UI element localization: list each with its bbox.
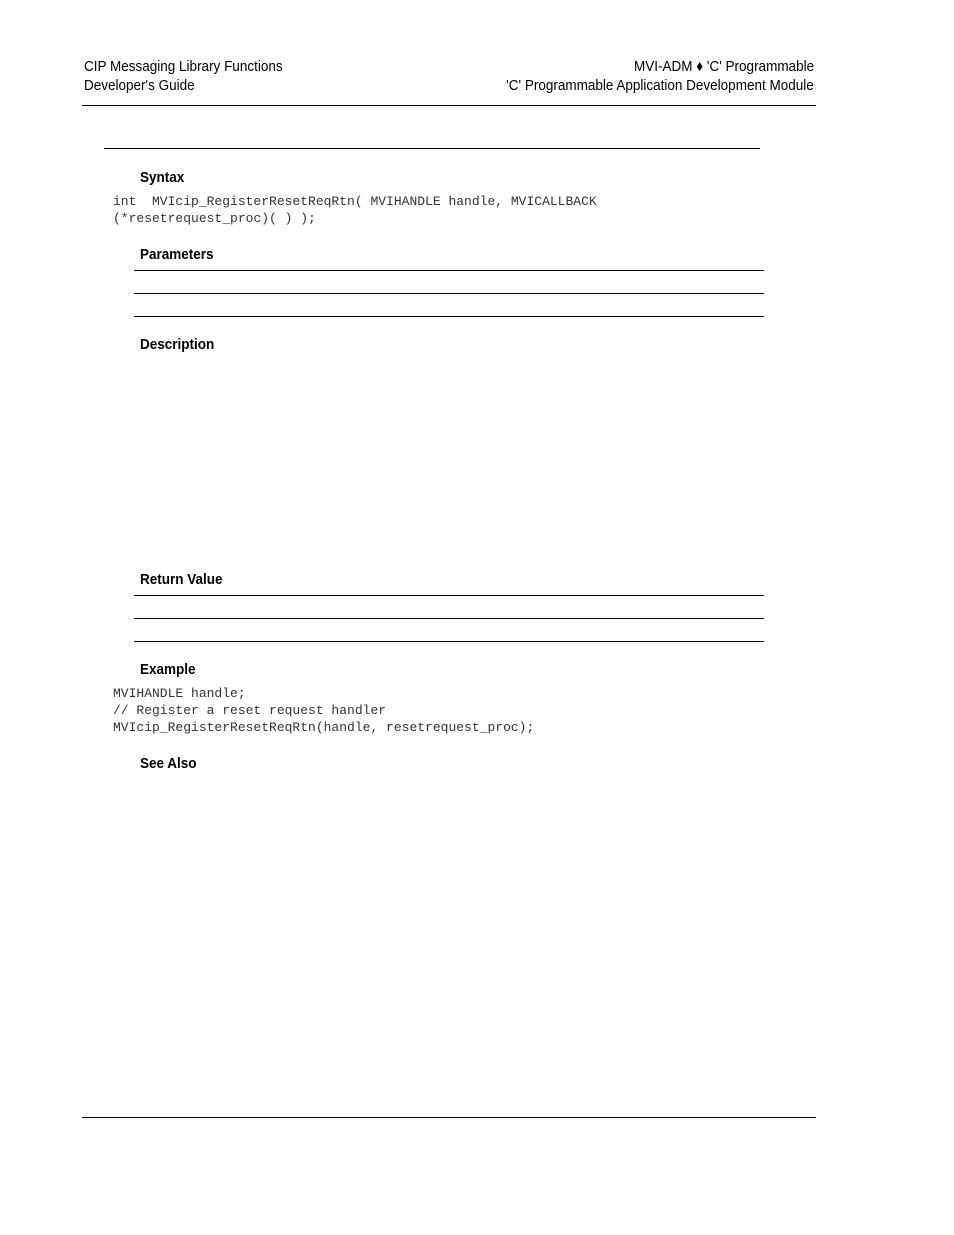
see-also-heading: See Also (140, 755, 197, 772)
syntax-code-line: int MVIcip_RegisterResetReqRtn( MVIHANDLE handle, MVICALLBACK (113, 194, 597, 209)
table-rule (134, 270, 764, 271)
description-heading: Description (140, 336, 215, 353)
header-guide-subtitle: Developer's Guide (84, 77, 195, 94)
parameters-heading: Parameters (140, 246, 214, 263)
footer-divider (82, 1117, 816, 1118)
example-code-line: // Register a reset request handler (113, 703, 387, 718)
example-code-line: MVIcip_RegisterResetReqRtn(handle, resetrequest_proc); (113, 720, 535, 735)
table-rule (134, 618, 764, 619)
header-product-description: 'C' Programmable Application Development Module (506, 77, 814, 94)
syntax-code-line: (*resetrequest_proc)( ) ); (113, 211, 316, 226)
example-heading: Example (140, 661, 196, 678)
return-value-heading: Return Value (140, 571, 223, 588)
syntax-heading: Syntax (140, 169, 185, 186)
header-guide-title: CIP Messaging Library Functions (84, 58, 283, 75)
table-rule (134, 293, 764, 294)
example-code-line: MVIHANDLE handle; (113, 686, 246, 701)
table-rule (134, 641, 764, 642)
function-title-divider (104, 148, 760, 149)
table-rule (134, 595, 764, 596)
header-divider (82, 105, 816, 106)
header-product-name: MVI-ADM ♦ 'C' Programmable (633, 58, 814, 75)
table-rule (134, 316, 764, 317)
